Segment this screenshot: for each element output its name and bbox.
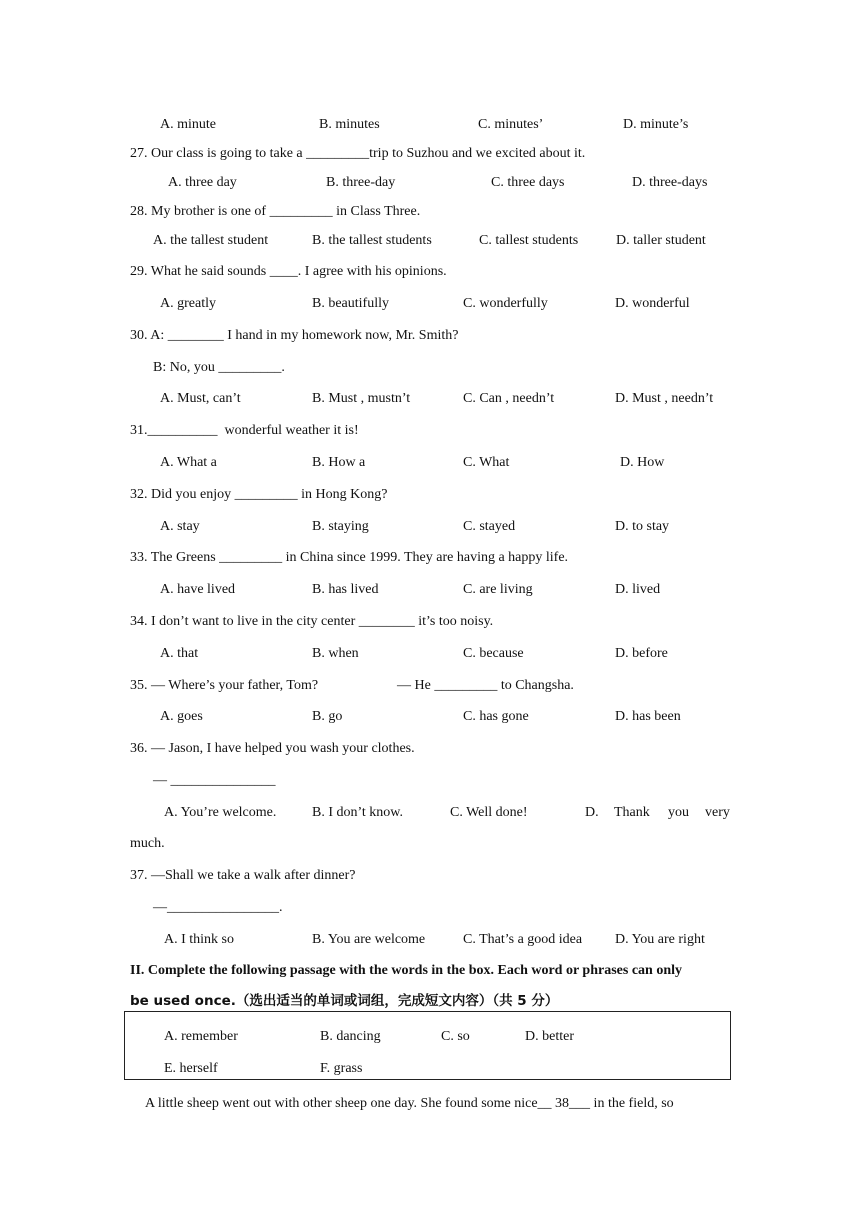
option-d: D. Must , needn’t — [615, 391, 714, 406]
option-a: A. What a — [160, 455, 217, 470]
option-b: B. How a — [312, 455, 366, 470]
q30-options — [0, 389, 860, 409]
word-c: C. so — [441, 1029, 470, 1044]
option-b: B. Must , mustn’t — [312, 391, 411, 406]
question-text: 28. My brother is one of _________ in Class Three. — [130, 204, 421, 219]
q36-wrap — [0, 834, 860, 854]
question-reply: — He _________ to Changsha. — [397, 678, 574, 693]
option-d: D. has been — [615, 709, 681, 724]
option-a: A. have lived — [160, 582, 236, 597]
option-c: C. Can , needn’t — [463, 391, 555, 406]
option-b: B. has lived — [312, 582, 379, 597]
q27-stem — [0, 144, 860, 164]
q33-options — [0, 580, 860, 600]
option-a: A. goes — [160, 709, 203, 724]
q27-options — [0, 173, 860, 193]
question-text-b: B: No, you _________. — [153, 360, 285, 375]
q28-options — [0, 231, 860, 251]
option-a: A. three day — [168, 175, 237, 190]
word-b: B. dancing — [320, 1029, 381, 1044]
q37-stem — [0, 866, 860, 886]
word-box-row-2 — [0, 1059, 860, 1079]
q35-stem — [0, 676, 860, 696]
section-heading-2 — [0, 991, 860, 1011]
option-b: B. staying — [312, 519, 369, 534]
section-heading — [0, 961, 860, 981]
option-d: D. lived — [615, 582, 661, 597]
option-d-word-2: you — [668, 805, 689, 820]
option-c: C. That’s a good idea — [463, 932, 583, 947]
option-a: A. minute — [160, 117, 216, 132]
q29-stem — [0, 262, 860, 282]
section-heading-line-1: II. Complete the following passage with the words in the box. Each word or phrases can only — [130, 963, 682, 978]
question-text-b: —________________. — [153, 900, 283, 915]
q34-stem — [0, 612, 860, 632]
q26-options — [0, 115, 860, 135]
passage-line-1 — [0, 1094, 860, 1114]
option-d-word-1: Thank — [614, 805, 650, 820]
word-a: A. remember — [164, 1029, 238, 1044]
option-b: B. I don’t know. — [312, 805, 403, 820]
question-text: 33. The Greens _________ in China since 1999. They are having a happy life. — [130, 550, 569, 565]
q31-stem — [0, 421, 860, 441]
q30-stem — [0, 326, 860, 346]
option-d: D. before — [615, 646, 668, 661]
word-box-row-1 — [0, 1027, 860, 1047]
q29-options — [0, 294, 860, 314]
question-text-b: — _______________ — [153, 773, 276, 788]
option-c: C. What — [463, 455, 510, 470]
q35-options — [0, 707, 860, 727]
q32-options — [0, 517, 860, 537]
option-c: C. minutes’ — [478, 117, 544, 132]
option-a: A. that — [160, 646, 199, 661]
option-c: C. because — [463, 646, 524, 661]
q28-stem — [0, 202, 860, 222]
q32-stem — [0, 485, 860, 505]
question-text: 30. A: ________ I hand in my homework now, Mr. Smith? — [130, 328, 459, 343]
option-c: C. three days — [491, 175, 565, 190]
option-a: A. I think so — [164, 932, 234, 947]
option-d: D. How — [620, 455, 665, 470]
question-text: 35. — Where’s your father, Tom? — [130, 678, 319, 693]
option-a: A. You’re welcome. — [164, 805, 277, 820]
option-a: A. Must, can’t — [160, 391, 241, 406]
question-text: 32. Did you enjoy _________ in Hong Kong? — [130, 487, 388, 502]
section-heading-line-2: be used once.（选出适当的单词或词组，完成短文内容）（共 5 分） — [130, 993, 559, 1009]
option-a: A. stay — [160, 519, 200, 534]
passage-text: A little sheep went out with other sheep one day. She found some nice__ 38___ in the field, so — [145, 1096, 674, 1111]
option-b: B. three-day — [326, 175, 396, 190]
option-b: B. You are welcome — [312, 932, 426, 947]
q37-options — [0, 930, 860, 950]
q36-stem — [0, 739, 860, 759]
q34-options — [0, 644, 860, 664]
q33-stem — [0, 548, 860, 568]
option-b: B. the tallest students — [312, 233, 432, 248]
option-d-letter: D. — [585, 805, 599, 820]
option-b: B. when — [312, 646, 359, 661]
option-a: A. greatly — [160, 296, 216, 311]
option-c: C. stayed — [463, 519, 516, 534]
option-c: C. Well done! — [450, 805, 528, 820]
option-b: B. beautifully — [312, 296, 389, 311]
question-text: 34. I don’t want to live in the city center ________ it’s too noisy. — [130, 614, 494, 629]
q30-stem-b — [0, 358, 860, 378]
option-a: A. the tallest student — [153, 233, 269, 248]
option-d: D. taller student — [616, 233, 706, 248]
q36-stem-b — [0, 771, 860, 791]
option-d: D. to stay — [615, 519, 670, 534]
question-text: 29. What he said sounds ____. I agree with his opinions. — [130, 264, 447, 279]
option-c: C. has gone — [463, 709, 529, 724]
q37-stem-b — [0, 898, 860, 918]
question-text: 37. —Shall we take a walk after dinner? — [130, 868, 356, 883]
option-b: B. go — [312, 709, 343, 724]
word-e: E. herself — [164, 1061, 218, 1076]
word-f: F. grass — [320, 1061, 363, 1076]
option-c: C. wonderfully — [463, 296, 548, 311]
option-d: D. three-days — [632, 175, 708, 190]
q36-options — [0, 803, 860, 823]
option-b: B. minutes — [319, 117, 380, 132]
question-text: 36. — Jason, I have helped you wash your clothes. — [130, 741, 415, 756]
question-text: 31.__________ wonderful weather it is! — [130, 423, 359, 438]
option-d-wrap: much. — [130, 836, 165, 851]
option-d: D. minute’s — [623, 117, 689, 132]
q31-options — [0, 453, 860, 473]
option-d: D. You are right — [615, 932, 705, 947]
option-c: C. are living — [463, 582, 533, 597]
option-d: D. wonderful — [615, 296, 690, 311]
option-d-word-3: very — [705, 805, 730, 820]
option-c: C. tallest students — [479, 233, 579, 248]
word-d: D. better — [525, 1029, 574, 1044]
question-text: 27. Our class is going to take a _________trip to Suzhou and we excited about it. — [130, 146, 586, 161]
